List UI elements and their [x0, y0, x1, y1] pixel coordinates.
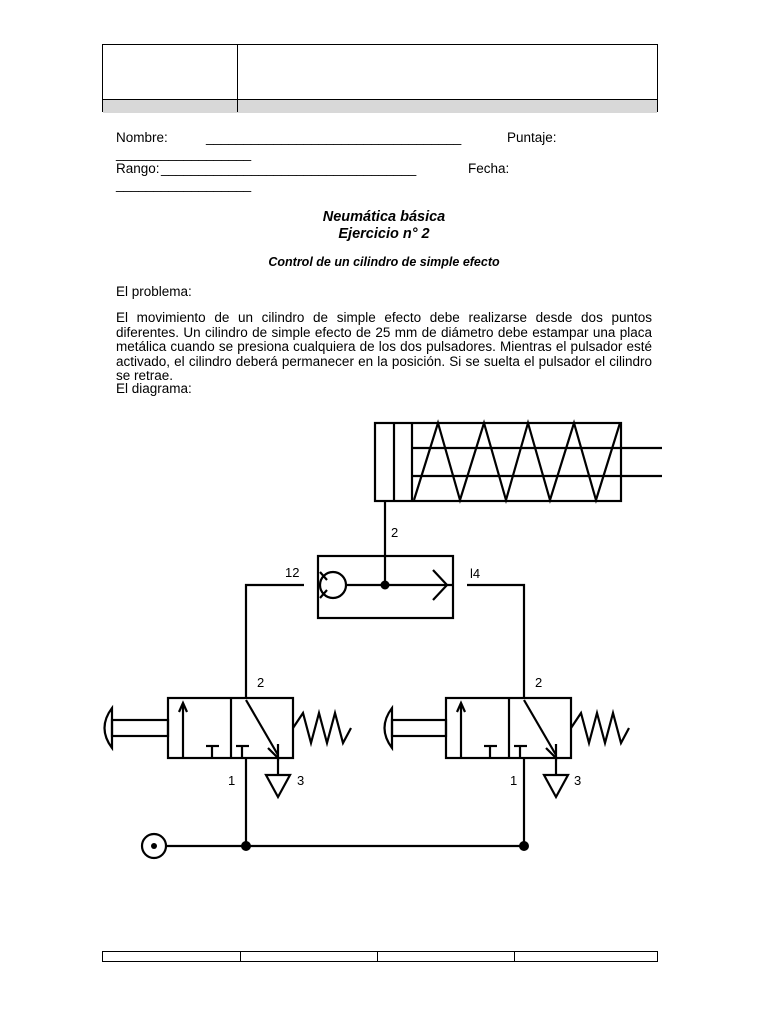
fecha-field-line[interactable]: __________________: [116, 177, 252, 192]
valve-right: [385, 698, 630, 846]
shuttle-right-port-label: l4: [470, 566, 481, 581]
valve-right-in-label: 1: [510, 773, 518, 788]
exercise-number: Ejercicio n° 2: [338, 226, 430, 242]
valve-left: [105, 698, 352, 846]
cylinder-port-label: 2: [391, 525, 399, 540]
problem-text: El movimiento de un cilindro de simple efecto debe realizarse desde dos puntos diferentes. Un cilindro de simple efecto de 25 mm de diámetro debe estampar una placa metálica cuando se presiona cualquiera de los dos pulsadores. Mientras el pulsador esté activado, el cilindro deberá permanecer en la posición. Si se suelta el pulsador el cilindro se retrae.: [116, 310, 652, 383]
puntaje-label: Puntaje:: [507, 130, 557, 145]
diagram-heading: El diagrama:: [116, 381, 192, 396]
fecha-label: Fecha:: [468, 161, 510, 176]
problem-heading: El problema:: [116, 284, 192, 299]
exercise-subtitle: Control de un cilindro de simple efecto: [268, 255, 500, 269]
valve-left-exhaust-label: 3: [297, 773, 305, 788]
footer-divider: [240, 952, 241, 961]
rango-field-line[interactable]: __________________________________: [161, 161, 417, 176]
footer-table: [102, 951, 658, 962]
valve-right-exhaust-label: 3: [574, 773, 582, 788]
page-title: Neumática básica: [322, 209, 446, 225]
rango-label: Rango:: [116, 161, 160, 176]
footer-divider: [514, 952, 515, 961]
nombre-label: Nombre:: [116, 130, 168, 145]
valve-left-out-label: 2: [257, 675, 265, 690]
nombre-field-line[interactable]: __________________________________: [206, 130, 462, 145]
shuttle-left-port-label: 12: [285, 565, 300, 580]
puntaje-field-line[interactable]: __________________: [116, 146, 252, 161]
single-acting-cylinder: [375, 423, 662, 501]
valve-left-in-label: 1: [228, 773, 236, 788]
valve-right-out-label: 2: [535, 675, 543, 690]
footer-divider: [377, 952, 378, 961]
